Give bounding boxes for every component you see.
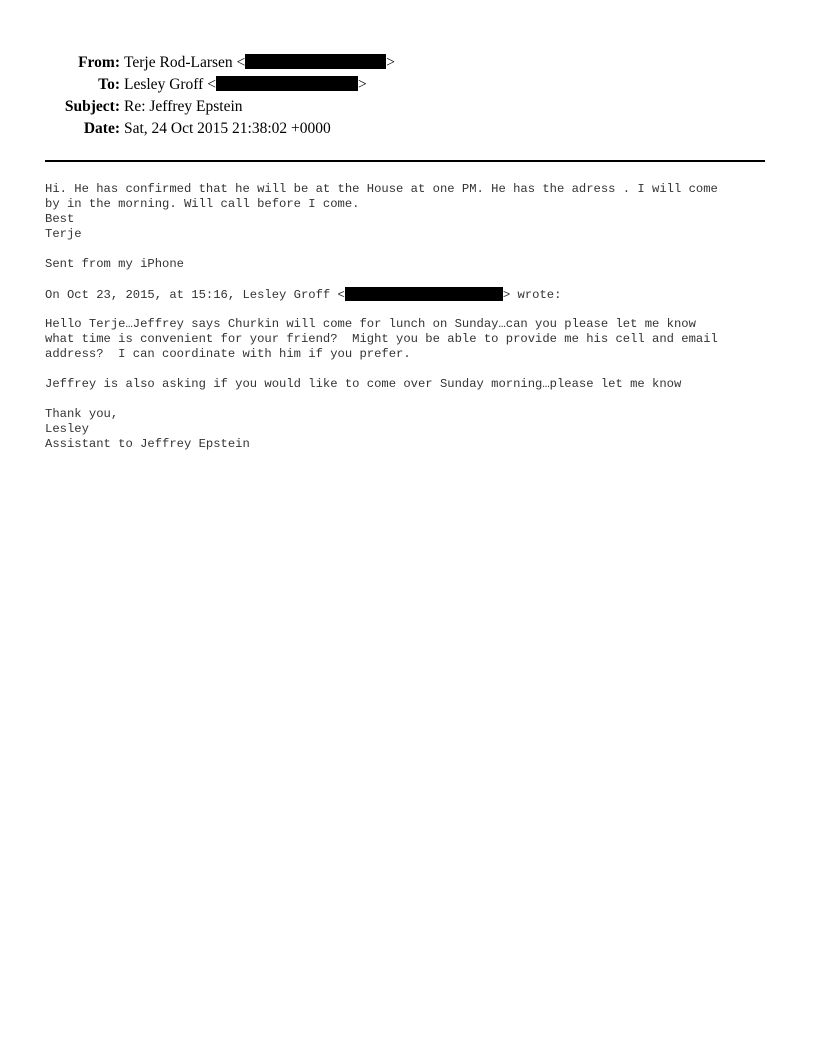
to-row: [0, 74, 816, 96]
from-name: Terje Rod-Larsen: [124, 54, 233, 71]
quote-intro-suffix: > wrote:: [502, 288, 562, 302]
quoted-line: address? I can coordinate with him if you prefer.: [45, 347, 411, 361]
date-row: [0, 118, 816, 140]
to-email-redaction: [216, 76, 358, 91]
date-label: Date:: [83, 120, 120, 137]
quoted-line: Hello Terje…Jeffrey says Churkin will come for lunch on Sunday…can you please let me know: [45, 317, 696, 331]
reply-line: Hi. He has confirmed that he will be at the House at one PM. He has the adress . I will come: [45, 182, 718, 196]
reply-line: Best: [45, 212, 75, 226]
header-divider: [45, 160, 765, 162]
sent-from-signature: Sent from my iPhone: [45, 257, 184, 271]
spacer: [45, 362, 775, 377]
to-value: [124, 76, 367, 93]
to-label: To:: [98, 76, 120, 93]
spacer: [45, 272, 775, 287]
email-body: [45, 182, 775, 452]
subject-row: [0, 96, 816, 118]
quote-email-redaction: [345, 287, 503, 301]
from-open-bracket: <: [236, 54, 246, 71]
subject-label: Subject:: [64, 98, 120, 115]
to-open-bracket: <: [207, 76, 216, 93]
to-close-bracket: >: [357, 76, 367, 93]
spacer: [45, 392, 775, 407]
from-value: [124, 54, 395, 71]
spacer: [45, 242, 775, 257]
reply-line: by in the morning. Will call before I come.: [45, 197, 360, 211]
from-row: [0, 52, 816, 74]
quoted-line: what time is convenient for your friend? Might you be able to provide me his cell and email: [45, 332, 718, 346]
subject-value: Re: Jeffrey Epstein: [124, 98, 243, 115]
email-header: [0, 52, 816, 140]
from-label: From:: [78, 54, 120, 71]
from-email-redaction: [245, 54, 386, 69]
spacer: [45, 302, 775, 317]
quoted-line: Lesley: [45, 422, 89, 436]
from-close-bracket: >: [386, 54, 396, 71]
quote-intro: [45, 287, 775, 302]
quote-intro-prefix: On Oct 23, 2015, at 15:16, Lesley Groff <: [45, 288, 345, 302]
reply-line: Terje: [45, 227, 82, 241]
quoted-line: Jeffrey is also asking if you would like to come over Sunday morning…please let me know: [45, 377, 682, 391]
date-value: Sat, 24 Oct 2015 21:38:02 +0000: [124, 120, 331, 137]
quoted-line: Assistant to Jeffrey Epstein: [45, 437, 250, 451]
to-name: Lesley Groff: [124, 76, 204, 93]
quoted-line: Thank you,: [45, 407, 119, 421]
